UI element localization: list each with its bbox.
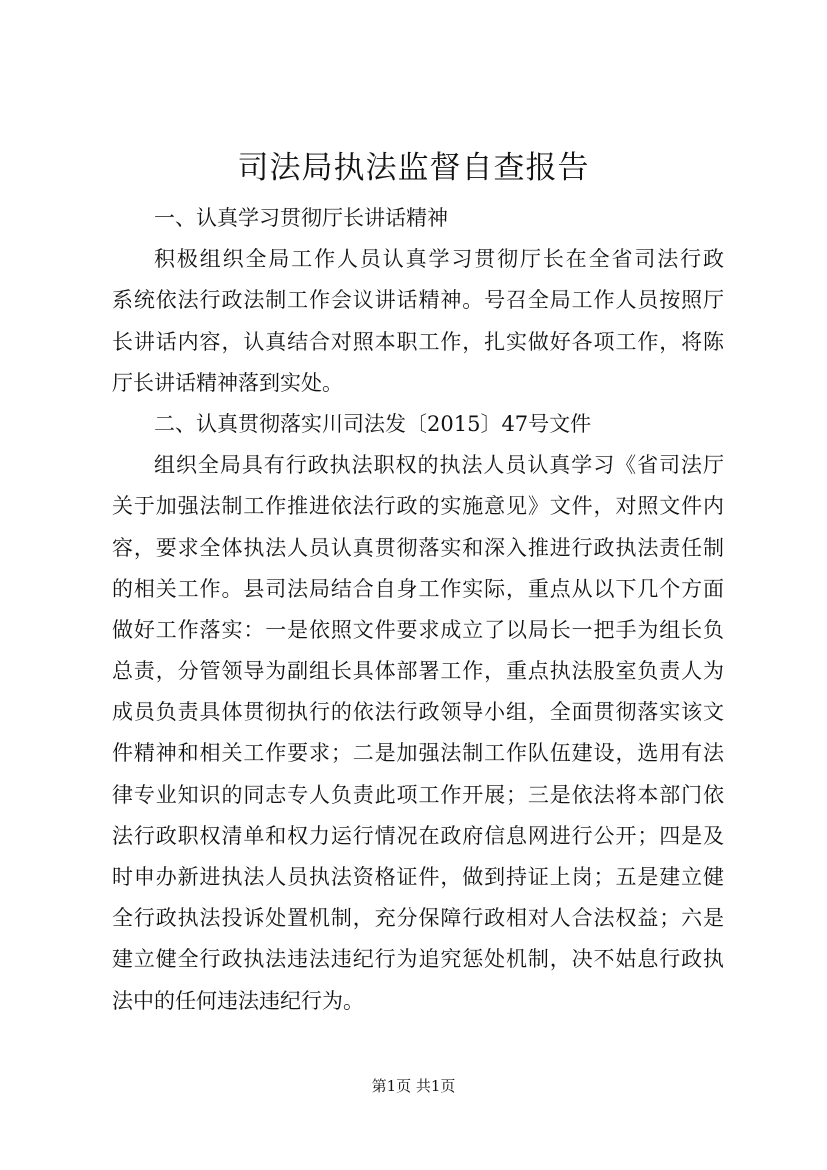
section-heading-2: 二、认真贯彻落实川司法发〔2015〕47号文件 bbox=[154, 411, 592, 436]
paragraph-line: 成员负责具体贯彻执行的依法行政领导小组，全面贯彻落实该文 bbox=[112, 700, 724, 725]
paragraph-line: 律专业知识的同志专人负责此项工作开展；三是依法将本部门依 bbox=[112, 782, 724, 807]
page-number-footer: 第1页 共1页 bbox=[371, 1077, 456, 1095]
paragraph-line: 时申办新进执法人员执法资格证件，做到持证上岗；五是建立健 bbox=[112, 865, 724, 889]
section-heading-1: 一、认真学习贯彻厅长讲话精神 bbox=[154, 206, 448, 230]
paragraph-line: 长讲话内容，认真结合对照本职工作，扎实做好各项工作，将陈 bbox=[112, 329, 724, 354]
document-body bbox=[112, 198, 724, 1022]
paragraph-line: 全行政执法投诉处置机制，充分保障行政相对人合法权益；六是 bbox=[112, 906, 724, 931]
paragraph-line: 容，要求全体执法人员认真贯彻落实和深入推进行政执法责任制 bbox=[112, 535, 724, 560]
paragraph-line: 总责，分管领导为副组长具体部署工作，重点执法股室负责人为 bbox=[112, 659, 724, 684]
paragraph-line: 建立健全行政执法违法违纪行为追究惩处机制，决不姑息行政执 bbox=[112, 947, 724, 972]
paragraph-line: 关于加强法制工作推进依法行政的实施意见》文件，对照文件内 bbox=[112, 494, 724, 519]
paragraph-line: 法中的任何违法违纪行为。 bbox=[112, 988, 364, 1013]
paragraph-line: 系统依法行政法制工作会议讲话精神。号召全局工作人员按照厅 bbox=[112, 288, 724, 313]
paragraph-line: 组织全局具有行政执法职权的执法人员认真学习《省司法厅 bbox=[154, 453, 724, 478]
paragraph-line: 的相关工作。县司法局结合自身工作实际，重点从以下几个方面 bbox=[112, 576, 724, 601]
document-title: 司法局执法监督自查报告 bbox=[237, 150, 590, 186]
paragraph-line: 积极组织全局工作人员认真学习贯彻厅长在全省司法行政 bbox=[154, 247, 724, 272]
paragraph-line: 法行政职权清单和权力运行情况在政府信息网进行公开；四是及 bbox=[112, 823, 724, 848]
paragraph-line: 件精神和相关工作要求；二是加强法制工作队伍建设，选用有法 bbox=[112, 741, 724, 766]
paragraph-line: 做好工作落实：一是依照文件要求成立了以局长一把手为组长负 bbox=[112, 617, 724, 642]
paragraph-line: 厅长讲话精神落到实处。 bbox=[112, 370, 343, 395]
